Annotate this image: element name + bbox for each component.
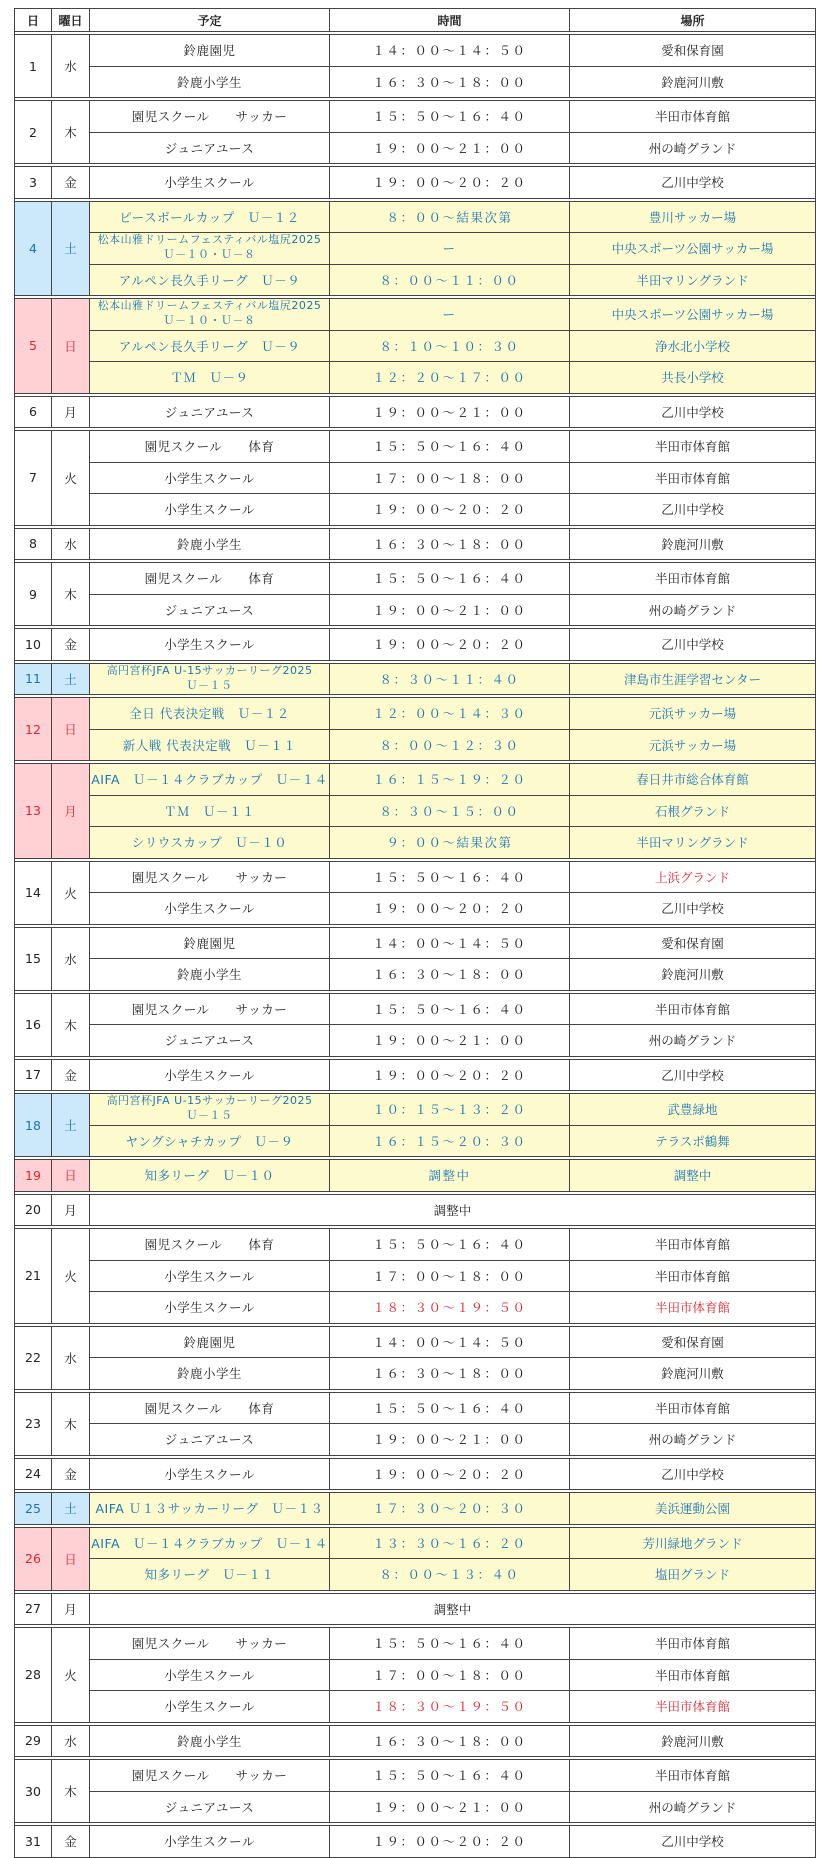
day-cell: 22: [15, 1326, 52, 1389]
place-cell: 半田市体育館: [570, 431, 816, 463]
table-row: [15, 1527, 816, 1559]
table-row: [15, 132, 816, 164]
table-row: [15, 431, 816, 463]
place-cell: 乙川中学校: [570, 893, 816, 925]
place-cell: 乙川中学校: [570, 1458, 816, 1490]
event-cell: ジュニアユース: [90, 132, 330, 164]
table-row: [15, 764, 816, 796]
time-cell: １８：３０～１９：５０: [330, 1292, 570, 1324]
table-row: [15, 1760, 816, 1792]
pending-cell: 調整中: [90, 1593, 816, 1625]
header-time: 時間: [330, 9, 570, 32]
header-event: 予定: [90, 9, 330, 32]
weekday-cell: 月: [52, 1593, 90, 1625]
place-cell: 半田市体育館: [570, 1760, 816, 1792]
time-cell: １６：１５～２０：３０: [330, 1125, 570, 1157]
table-row: [15, 959, 816, 991]
table-row: [15, 362, 816, 394]
day-cell: 30: [15, 1760, 52, 1823]
event-cell: 新人戦 代表決定戦 Ｕ－１１: [90, 729, 330, 761]
day-cell: 13: [15, 764, 52, 859]
place-cell: 中央スポーツ公園サッカー場: [570, 299, 816, 331]
weekday-cell: 金: [52, 167, 90, 199]
event-cell: 園児スクール 体育: [90, 1392, 330, 1424]
place-cell: 中央スポーツ公園サッカー場: [570, 233, 816, 265]
table-row: [15, 1194, 816, 1226]
place-cell: 津島市生涯学習センター: [570, 663, 816, 695]
event-cell: 小学生スクール: [90, 462, 330, 494]
weekday-cell: 火: [52, 1628, 90, 1723]
table-row: [15, 1628, 816, 1660]
weekday-cell: 日: [52, 698, 90, 761]
event-cell: 知多リーグ Ｕ－１０: [90, 1160, 330, 1192]
event-cell: 小学生スクール: [90, 629, 330, 661]
time-cell: ８：００～１２：３０: [330, 729, 570, 761]
event-cell: AIFA Ｕ１３サッカーリーグ Ｕ－１３: [90, 1493, 330, 1525]
event-cell: 小学生スクール: [90, 1826, 330, 1858]
time-cell: １９：００～２１：００: [330, 1025, 570, 1057]
event-cell: 園児スクール 体育: [90, 1229, 330, 1261]
event-cell: 鈴鹿小学生: [90, 959, 330, 991]
weekday-cell: 水: [52, 528, 90, 560]
table-row: [15, 330, 816, 362]
event-cell: 小学生スクール: [90, 1292, 330, 1324]
time-cell: １５：５０～１６：４０: [330, 1760, 570, 1792]
event-cell: ＴＭ Ｕ－１１: [90, 795, 330, 827]
event-cell: 小学生スクール: [90, 893, 330, 925]
table-row: [15, 1458, 816, 1490]
table-row: [15, 528, 816, 560]
time-cell: １４：００～１４：５０: [330, 35, 570, 67]
table-row: [15, 1260, 816, 1292]
time-cell: １６：３０～１８：００: [330, 1725, 570, 1757]
table-row: [15, 462, 816, 494]
day-cell: 11: [15, 663, 52, 695]
day-cell: 1: [15, 35, 52, 98]
place-cell: 豊川サッカー場: [570, 201, 816, 233]
table-row: [15, 233, 816, 265]
table-row: [15, 698, 816, 730]
place-cell: 調整中: [570, 1160, 816, 1192]
event-cell: シリウスカップ Ｕ－１０: [90, 827, 330, 859]
place-cell: 半田市体育館: [570, 1691, 816, 1723]
place-cell: 愛和保育園: [570, 1326, 816, 1358]
place-cell: 州の崎グランド: [570, 1025, 816, 1057]
weekday-cell: 日: [52, 299, 90, 394]
table-row: [15, 993, 816, 1025]
event-cell: ＴＭ Ｕ－９: [90, 362, 330, 394]
table-row: [15, 396, 816, 428]
place-cell: 半田市体育館: [570, 462, 816, 494]
header-row: [15, 9, 816, 32]
event-cell: ジュニアユース: [90, 594, 330, 626]
table-row: [15, 1424, 816, 1456]
time-cell: 調整中: [330, 1160, 570, 1192]
place-cell: 鈴鹿河川敷: [570, 959, 816, 991]
place-cell: 半田市体育館: [570, 563, 816, 595]
pending-cell: 調整中: [90, 1194, 816, 1226]
place-cell: 乙川中学校: [570, 1826, 816, 1858]
header-place: 場所: [570, 9, 816, 32]
event-cell: AIFA Ｕ－１４クラブカップ Ｕ－１４: [90, 1527, 330, 1559]
table-row: [15, 35, 816, 67]
place-cell: 元浜サッカー場: [570, 729, 816, 761]
event-cell: 高円宮杯JFA U-15サッカーリーグ2025 Ｕ－１５: [90, 663, 330, 695]
table-row: [15, 1094, 816, 1126]
weekday-cell: 金: [52, 1826, 90, 1858]
event-cell: 園児スクール サッカー: [90, 1628, 330, 1660]
weekday-cell: 土: [52, 1493, 90, 1525]
event-cell: ジュニアユース: [90, 1424, 330, 1456]
day-cell: 19: [15, 1160, 52, 1192]
time-cell: ８：００～結果次第: [330, 201, 570, 233]
time-cell: １６：３０～１８：００: [330, 66, 570, 98]
time-cell: １９：００～２１：００: [330, 594, 570, 626]
time-cell: １７：００～１８：００: [330, 1659, 570, 1691]
place-cell: 愛和保育園: [570, 927, 816, 959]
time-cell: ８：３０～１１：４０: [330, 663, 570, 695]
time-cell: １４：００～１４：５０: [330, 1326, 570, 1358]
day-cell: 31: [15, 1826, 52, 1858]
event-cell: 知多リーグ Ｕ－１１: [90, 1559, 330, 1591]
weekday-cell: 土: [52, 201, 90, 296]
event-cell: 園児スクール サッカー: [90, 861, 330, 893]
table-row: [15, 1725, 816, 1757]
place-cell: 州の崎グランド: [570, 132, 816, 164]
time-cell: １５：５０～１６：４０: [330, 563, 570, 595]
day-cell: 9: [15, 563, 52, 626]
time-cell: １２：２０～１７：００: [330, 362, 570, 394]
table-row: [15, 629, 816, 661]
table-row: [15, 1358, 816, 1390]
day-cell: 23: [15, 1392, 52, 1455]
time-cell: １６：１５～１９：２０: [330, 764, 570, 796]
time-cell: １５：５０～１６：４０: [330, 101, 570, 133]
table-row: [15, 1125, 816, 1157]
event-cell: 松本山雅ドリームフェスティバル塩尻2025 Ｕ－１０・Ｕ－８: [90, 299, 330, 331]
time-cell: １６：３０～１８：００: [330, 528, 570, 560]
time-cell: ８：１０～１０：３０: [330, 330, 570, 362]
place-cell: テラスポ鶴舞: [570, 1125, 816, 1157]
day-cell: 28: [15, 1628, 52, 1723]
day-cell: 7: [15, 431, 52, 526]
day-cell: 16: [15, 993, 52, 1056]
event-cell: 高円宮杯JFA U-15サッカーリーグ2025 Ｕ－１５: [90, 1094, 330, 1126]
event-cell: ピースボールカップ Ｕ－１２: [90, 201, 330, 233]
header-weekday: 曜日: [52, 9, 90, 32]
event-cell: 鈴鹿小学生: [90, 1725, 330, 1757]
table-row: [15, 1392, 816, 1424]
time-cell: ８：００～１１：００: [330, 264, 570, 296]
weekday-cell: 木: [52, 101, 90, 164]
event-cell: 鈴鹿小学生: [90, 66, 330, 98]
weekday-cell: 木: [52, 563, 90, 626]
place-cell: 春日井市総合体育館: [570, 764, 816, 796]
time-cell: １７：３０～２０：３０: [330, 1493, 570, 1525]
schedule-table: [14, 8, 816, 1858]
time-cell: １６：３０～１８：００: [330, 1358, 570, 1390]
time-cell: １９：００～２０：２０: [330, 1826, 570, 1858]
table-row: [15, 827, 816, 859]
time-cell: １５：５０～１６：４０: [330, 431, 570, 463]
day-cell: 26: [15, 1527, 52, 1590]
day-cell: 24: [15, 1458, 52, 1490]
place-cell: 半田市体育館: [570, 1628, 816, 1660]
place-cell: 半田市体育館: [570, 1659, 816, 1691]
place-cell: 州の崎グランド: [570, 1791, 816, 1823]
table-row: [15, 594, 816, 626]
event-cell: 鈴鹿園児: [90, 927, 330, 959]
place-cell: 石根グランド: [570, 795, 816, 827]
table-row: [15, 494, 816, 526]
place-cell: 半田市体育館: [570, 1392, 816, 1424]
weekday-cell: 火: [52, 861, 90, 924]
table-row: [15, 66, 816, 98]
time-cell: １５：５０～１６：４０: [330, 1392, 570, 1424]
time-cell: １８：３０～１９：５０: [330, 1691, 570, 1723]
place-cell: 共長小学校: [570, 362, 816, 394]
place-cell: 美浜運動公園: [570, 1493, 816, 1525]
day-cell: 21: [15, 1229, 52, 1324]
time-cell: １０：１５～１３：２０: [330, 1094, 570, 1126]
weekday-cell: 火: [52, 1229, 90, 1324]
time-cell: １７：００～１８：００: [330, 1260, 570, 1292]
table-row: [15, 299, 816, 331]
weekday-cell: 水: [52, 35, 90, 98]
table-row: [15, 1326, 816, 1358]
time-cell: ー: [330, 233, 570, 265]
table-row: [15, 563, 816, 595]
day-cell: 2: [15, 101, 52, 164]
time-cell: １９：００～２０：２０: [330, 629, 570, 661]
event-cell: 園児スクール サッカー: [90, 993, 330, 1025]
table-row: [15, 1059, 816, 1091]
table-row: [15, 1160, 816, 1192]
event-cell: 鈴鹿園児: [90, 1326, 330, 1358]
weekday-cell: 木: [52, 1760, 90, 1823]
place-cell: 乙川中学校: [570, 494, 816, 526]
weekday-cell: 金: [52, 629, 90, 661]
time-cell: １３：３０～１６：２０: [330, 1527, 570, 1559]
weekday-cell: 水: [52, 1326, 90, 1389]
table-row: [15, 1659, 816, 1691]
day-cell: 20: [15, 1194, 52, 1226]
event-cell: 園児スクール 体育: [90, 431, 330, 463]
event-cell: 鈴鹿小学生: [90, 1358, 330, 1390]
weekday-cell: 金: [52, 1458, 90, 1490]
place-cell: 塩田グランド: [570, 1559, 816, 1591]
time-cell: ー: [330, 299, 570, 331]
event-cell: 鈴鹿小学生: [90, 528, 330, 560]
table-row: [15, 729, 816, 761]
table-row: [15, 1593, 816, 1625]
time-cell: １９：００～２１：００: [330, 132, 570, 164]
day-cell: 12: [15, 698, 52, 761]
table-row: [15, 1791, 816, 1823]
event-cell: 鈴鹿園児: [90, 35, 330, 67]
day-cell: 8: [15, 528, 52, 560]
day-cell: 27: [15, 1593, 52, 1625]
place-cell: 半田マリングランド: [570, 264, 816, 296]
event-cell: ジュニアユース: [90, 396, 330, 428]
time-cell: １４：００～１４：５０: [330, 927, 570, 959]
time-cell: １９：００～２０：２０: [330, 494, 570, 526]
weekday-cell: 月: [52, 396, 90, 428]
weekday-cell: 水: [52, 927, 90, 990]
table-row: [15, 1292, 816, 1324]
weekday-cell: 木: [52, 993, 90, 1056]
time-cell: １５：５０～１６：４０: [330, 1628, 570, 1660]
event-cell: アルペン長久手リーグ Ｕ－９: [90, 264, 330, 296]
time-cell: １９：００～２１：００: [330, 1424, 570, 1456]
weekday-cell: 日: [52, 1527, 90, 1590]
table-row: [15, 1559, 816, 1591]
day-cell: 29: [15, 1725, 52, 1757]
place-cell: 鈴鹿河川敷: [570, 528, 816, 560]
place-cell: 乙川中学校: [570, 396, 816, 428]
table-row: [15, 861, 816, 893]
event-cell: 園児スクール 体育: [90, 563, 330, 595]
day-cell: 17: [15, 1059, 52, 1091]
table-row: [15, 1691, 816, 1723]
place-cell: 上浜グランド: [570, 861, 816, 893]
event-cell: アルペン長久手リーグ Ｕ－９: [90, 330, 330, 362]
schedule-body: [15, 32, 816, 1858]
table-row: [15, 893, 816, 925]
weekday-cell: 木: [52, 1392, 90, 1455]
event-cell: 小学生スクール: [90, 1691, 330, 1723]
header-day: 日: [15, 9, 52, 32]
place-cell: 州の崎グランド: [570, 594, 816, 626]
event-cell: 小学生スクール: [90, 1659, 330, 1691]
place-cell: 半田市体育館: [570, 1292, 816, 1324]
day-cell: 25: [15, 1493, 52, 1525]
time-cell: １５：５０～１６：４０: [330, 861, 570, 893]
event-cell: AIFA Ｕ－１４クラブカップ Ｕ－１４: [90, 764, 330, 796]
table-row: [15, 167, 816, 199]
place-cell: 鈴鹿河川敷: [570, 1725, 816, 1757]
place-cell: 半田市体育館: [570, 993, 816, 1025]
day-cell: 15: [15, 927, 52, 990]
time-cell: １２：００～１４：３０: [330, 698, 570, 730]
weekday-cell: 火: [52, 431, 90, 526]
event-cell: ヤングシャチカップ Ｕ－９: [90, 1125, 330, 1157]
event-cell: 全日 代表決定戦 Ｕ－１２: [90, 698, 330, 730]
place-cell: 半田市体育館: [570, 1229, 816, 1261]
time-cell: １９：００～２０：２０: [330, 167, 570, 199]
time-cell: １９：００～２１：００: [330, 1791, 570, 1823]
weekday-cell: 月: [52, 1194, 90, 1226]
place-cell: 元浜サッカー場: [570, 698, 816, 730]
place-cell: 半田市体育館: [570, 101, 816, 133]
time-cell: １９：００～２０：２０: [330, 1059, 570, 1091]
place-cell: 半田マリングランド: [570, 827, 816, 859]
weekday-cell: 水: [52, 1725, 90, 1757]
place-cell: 乙川中学校: [570, 1059, 816, 1091]
day-cell: 4: [15, 201, 52, 296]
table-row: [15, 1826, 816, 1858]
weekday-cell: 日: [52, 1160, 90, 1192]
time-cell: １７：００～１８：００: [330, 462, 570, 494]
time-cell: １５：５０～１６：４０: [330, 1229, 570, 1261]
table-row: [15, 201, 816, 233]
place-cell: 武豊緑地: [570, 1094, 816, 1126]
table-row: [15, 264, 816, 296]
weekday-cell: 月: [52, 764, 90, 859]
place-cell: 乙川中学校: [570, 167, 816, 199]
time-cell: ９：００～結果次第: [330, 827, 570, 859]
day-cell: 6: [15, 396, 52, 428]
place-cell: 半田市体育館: [570, 1260, 816, 1292]
place-cell: 鈴鹿河川敷: [570, 1358, 816, 1390]
time-cell: ８：３０～１５：００: [330, 795, 570, 827]
table-row: [15, 1229, 816, 1261]
event-cell: 小学生スクール: [90, 1458, 330, 1490]
event-cell: 園児スクール サッカー: [90, 101, 330, 133]
time-cell: ８：００～１３：４０: [330, 1559, 570, 1591]
place-cell: 州の崎グランド: [570, 1424, 816, 1456]
event-cell: 小学生スクール: [90, 167, 330, 199]
place-cell: 芳川緑地グランド: [570, 1527, 816, 1559]
time-cell: １５：５０～１６：４０: [330, 993, 570, 1025]
event-cell: 小学生スクール: [90, 494, 330, 526]
place-cell: 鈴鹿河川敷: [570, 66, 816, 98]
event-cell: 園児スクール サッカー: [90, 1760, 330, 1792]
weekday-cell: 金: [52, 1059, 90, 1091]
time-cell: １９：００～２１：００: [330, 396, 570, 428]
time-cell: １９：００～２０：２０: [330, 1458, 570, 1490]
time-cell: １６：３０～１８：００: [330, 959, 570, 991]
day-cell: 3: [15, 167, 52, 199]
weekday-cell: 土: [52, 1094, 90, 1157]
event-cell: 小学生スクール: [90, 1260, 330, 1292]
place-cell: 乙川中学校: [570, 629, 816, 661]
table-row: [15, 795, 816, 827]
place-cell: 浄水北小学校: [570, 330, 816, 362]
weekday-cell: 土: [52, 663, 90, 695]
event-cell: ジュニアユース: [90, 1791, 330, 1823]
place-cell: 愛和保育園: [570, 35, 816, 67]
day-cell: 18: [15, 1094, 52, 1157]
table-row: [15, 927, 816, 959]
event-cell: 小学生スクール: [90, 1059, 330, 1091]
day-cell: 5: [15, 299, 52, 394]
event-cell: ジュニアユース: [90, 1025, 330, 1057]
table-row: [15, 1493, 816, 1525]
time-cell: １９：００～２０：２０: [330, 893, 570, 925]
event-cell: 松本山雅ドリームフェスティバル塩尻2025 Ｕ－１０・Ｕ－８: [90, 233, 330, 265]
day-cell: 14: [15, 861, 52, 924]
table-row: [15, 663, 816, 695]
day-cell: 10: [15, 629, 52, 661]
table-row: [15, 1025, 816, 1057]
table-row: [15, 101, 816, 133]
